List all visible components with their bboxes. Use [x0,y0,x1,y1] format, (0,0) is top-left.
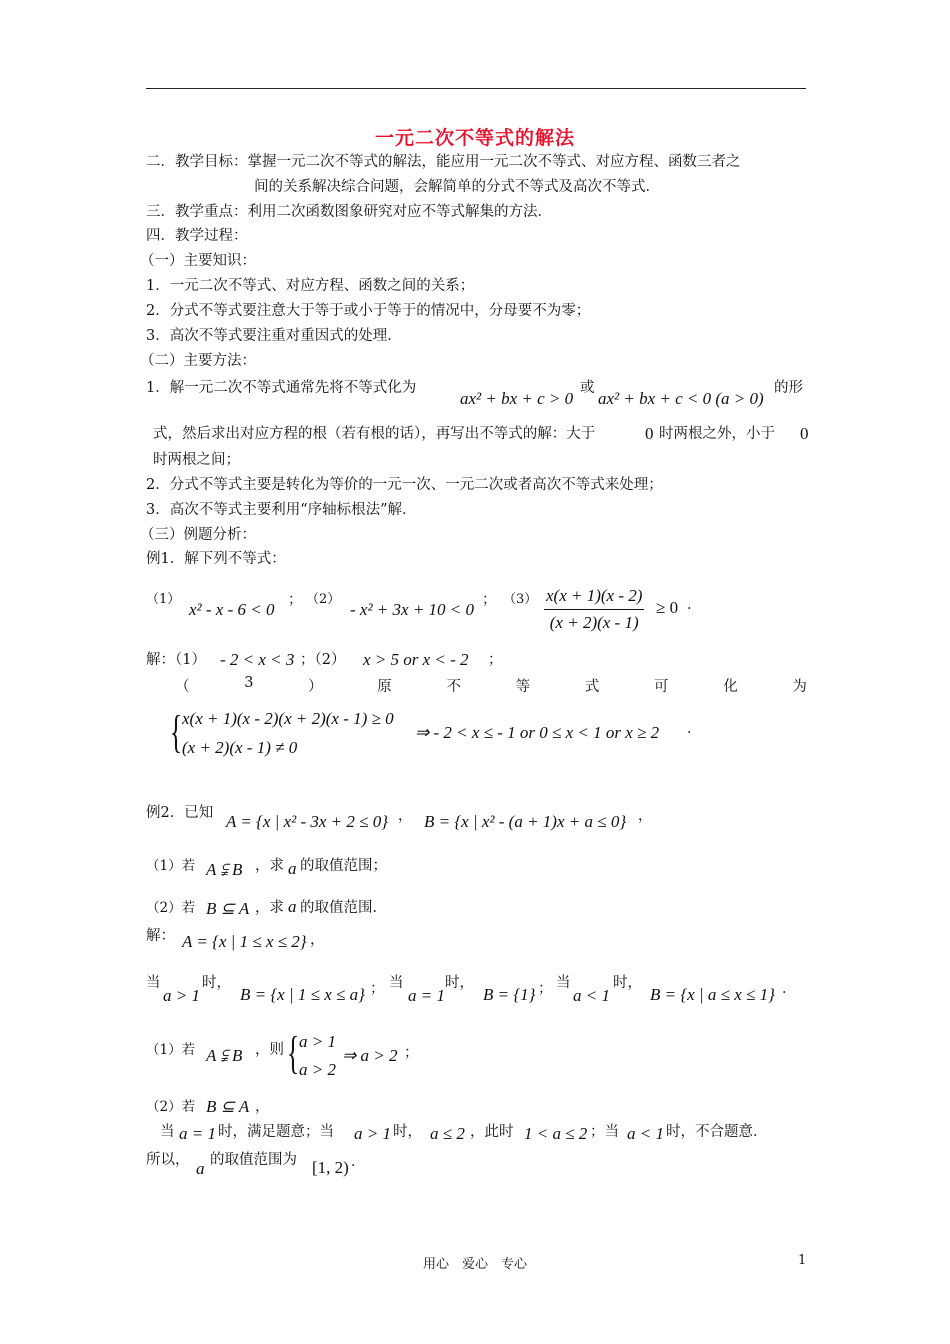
method-3: 3．高次不等式主要利用“序轴标根法”解． [146,502,417,518]
result-2-text-1: 时，满足题意；当 [218,1124,334,1140]
example-1-system-result: ⇒ - 2 < x ≤ - 1 or 0 ≤ x < 1 or x ≥ 2 [415,723,660,742]
case-shi-1: 时， [202,975,231,991]
example-2-set-b: B = {x | x² - (a + 1)x + a ≤ 0} [424,812,627,831]
method-1-expr-2: ax² + bx + c < 0 (a > 0) [598,389,764,408]
example-2-label: 例2．已知 [146,805,214,821]
goal-line-2: 间的关系解决综合问题，会解简单的分式不等式及高次不等式． [254,179,660,195]
example-2-comma-2: ， [638,808,653,824]
method-2: 2．分式不等式主要是转化为等价的一元一次、一元二次或者高次不等式来处理； [146,477,663,493]
example-1-solution-2: x > 5 or x < - 2 [363,650,469,669]
example-1-part-1-label: （1） [146,592,181,607]
result-2-relation: B ⊆ A [206,1097,250,1116]
example-2-question-2-ask: ，求 [255,900,284,916]
fraction-numerator: x(x + 1)(x - 2) [544,586,644,610]
case-semicolon-2: ； [538,981,553,997]
result-1-system-1: a > 1 [299,1032,336,1051]
example-1-part-3-label: （3） [503,592,538,607]
goal-line-1: 二．教学目标：掌握一元二次不等式的解法，能应用一元二次不等式、对应方程、函数三者之 [146,154,741,170]
example-1-system-end: ． [687,721,702,737]
example-1-system-line-1: x(x + 1)(x - 2)(x + 2)(x - 1) ≥ 0 [182,709,394,728]
conclusion-text: 的取值范围为 [210,1152,297,1168]
result-1-system-2: a > 2 [299,1060,336,1079]
page-number: 1 [798,1253,807,1268]
method-1-or: 或 [580,380,595,396]
example-1-solution-label: 解：（1） [146,652,206,668]
example-2-solution-comma: ， [310,932,325,948]
example-1-inequality-1: x² - x - 6 < 0 [189,600,275,619]
method-1-zero-2: 0 [800,424,809,443]
example-2-comma-1: ， [398,808,413,824]
case-semicolon-1: ； [370,981,385,997]
example-1-sep-2: ； [482,592,497,608]
method-1-line-2a: 式，然后求出对应方程的根（若有根的话），再写出不等式的解：大于 [153,426,596,442]
case-period: ． [782,981,797,997]
case-shi-2: 时， [445,975,474,991]
result-1-brace: { [287,1027,300,1078]
example-1-part-3-intro: （ 3 ） 原 不 等 式 可 化 为 [175,675,807,695]
method-1-expr-1: ax² + bx + c > 0 [460,389,574,408]
conclusion-var: a [196,1159,205,1178]
example-1-fraction-rhs: ≥ 0 [656,598,679,617]
case-condition-2: a = 1 [408,986,445,1005]
case-when-1: 当 [146,975,161,991]
method-1-zero-1: 0 [645,424,654,443]
result-1-conclusion: ⇒ a > 2 [342,1046,398,1065]
example-2-question-1-label: （1）若 [146,858,196,874]
system-brace: { [170,706,183,757]
case-when-2: 当 [389,975,404,991]
conclusion-range: [1, 2) [312,1158,349,1177]
page-footer: 用心 爱心 专心 [422,1257,527,1272]
method-1-line-2b: 时两根之外，小于 [659,426,775,442]
header-rule [146,88,806,89]
page-title: 一元二次不等式的解法 [374,127,575,149]
example-1-fraction [544,586,644,633]
example-1-part-2-label: （2） [306,592,341,607]
fraction-denominator: (x + 2)(x - 1) [549,613,639,632]
result-2-condition-3: a ≤ 2 [430,1124,465,1143]
conclusion-intro: 所以， [146,1152,190,1168]
example-1-solution-end: ； [488,652,503,668]
knowledge-item-3: 3．高次不等式要注重对重因式的处理． [146,328,402,344]
method-1-line-3: 时两根之间； [153,452,240,468]
result-1-end: ； [404,1045,419,1061]
example-2-question-2-label: （2）若 [146,900,196,916]
case-when-3: 当 [556,975,571,991]
result-2-text-2: 时， [393,1124,422,1140]
case-condition-1: a > 1 [163,986,200,1005]
result-1-label: （1）若 [146,1042,196,1058]
example-1-solution-1: - 2 < x < 3 [220,650,295,669]
case-condition-3: a < 1 [573,986,610,1005]
example-2-question-1-end: 的取值范围； [300,858,387,874]
result-2-comma: ， [255,1099,270,1115]
result-2-label: （2）若 [146,1099,196,1115]
example-1-inequality-2: - x² + 3x + 10 < 0 [350,600,475,619]
knowledge-item-2: 2．分式不等式要注意大于等于或小于等于的情况中，分母要不为零； [146,303,591,319]
example-2-solution-label: 解： [146,928,175,944]
result-2-text-3: ，此时 [470,1124,514,1140]
examples-heading: （三）例题分析： [140,527,256,543]
case-set-b-1: B = {x | 1 ≤ x ≤ a} [240,985,365,1004]
result-2-condition-1: a = 1 [179,1124,216,1143]
example-1-label: 例1．解下列不等式： [146,551,286,567]
method-1-text: 1．解一元二次不等式通常先将不等式化为 [146,380,417,396]
focus-line: 三．教学重点：利用二次函数图象研究对应不等式解集的方法． [146,204,552,220]
example-2-solution-set-a: A = {x | 1 ≤ x ≤ 2} [182,932,307,951]
example-1-sep-1: ； [288,592,303,608]
example-2-question-1-relation: A ⫋ B [206,860,243,879]
result-2-condition-5: a < 1 [627,1124,664,1143]
result-1-relation: A ⫋ B [206,1046,243,1065]
example-2-question-2-relation: B ⊆ A [206,899,250,918]
result-2-text-5: 时，不合题意． [666,1124,768,1140]
example-2-set-a: A = {x | x² - 3x + 2 ≤ 0} [226,812,389,831]
knowledge-heading: （一）主要知识： [140,253,256,269]
result-2-when-1: 当 [160,1124,175,1140]
example-1-end: ． [687,597,702,613]
process-line: 四．教学过程： [146,228,248,244]
result-1-then: ，则 [255,1042,284,1058]
result-2-condition-2: a > 1 [354,1124,391,1143]
methods-heading: （二）主要方法： [140,353,256,369]
knowledge-item-1: 1．一元二次不等式、对应方程、函数之间的关系； [146,278,475,294]
case-set-b-2: B = {1} [483,985,536,1004]
case-set-b-3: B = {x | a ≤ x ≤ 1} [650,985,775,1004]
case-shi-3: 时， [613,975,642,991]
example-2-question-2-end: 的取值范围． [300,900,387,916]
conclusion-end: ． [351,1154,366,1170]
example-2-question-1-ask: ，求 [255,858,284,874]
example-1-solution-mid: ；（2） [300,652,346,668]
example-2-question-2-var: a [288,897,297,916]
example-1-system-line-2: (x + 2)(x - 1) ≠ 0 [182,738,298,757]
result-2-text-4: ；当 [590,1124,619,1140]
method-1-end: 的形 [774,380,803,396]
result-2-condition-4: 1 < a ≤ 2 [524,1124,588,1143]
example-2-question-1-var: a [288,859,297,878]
